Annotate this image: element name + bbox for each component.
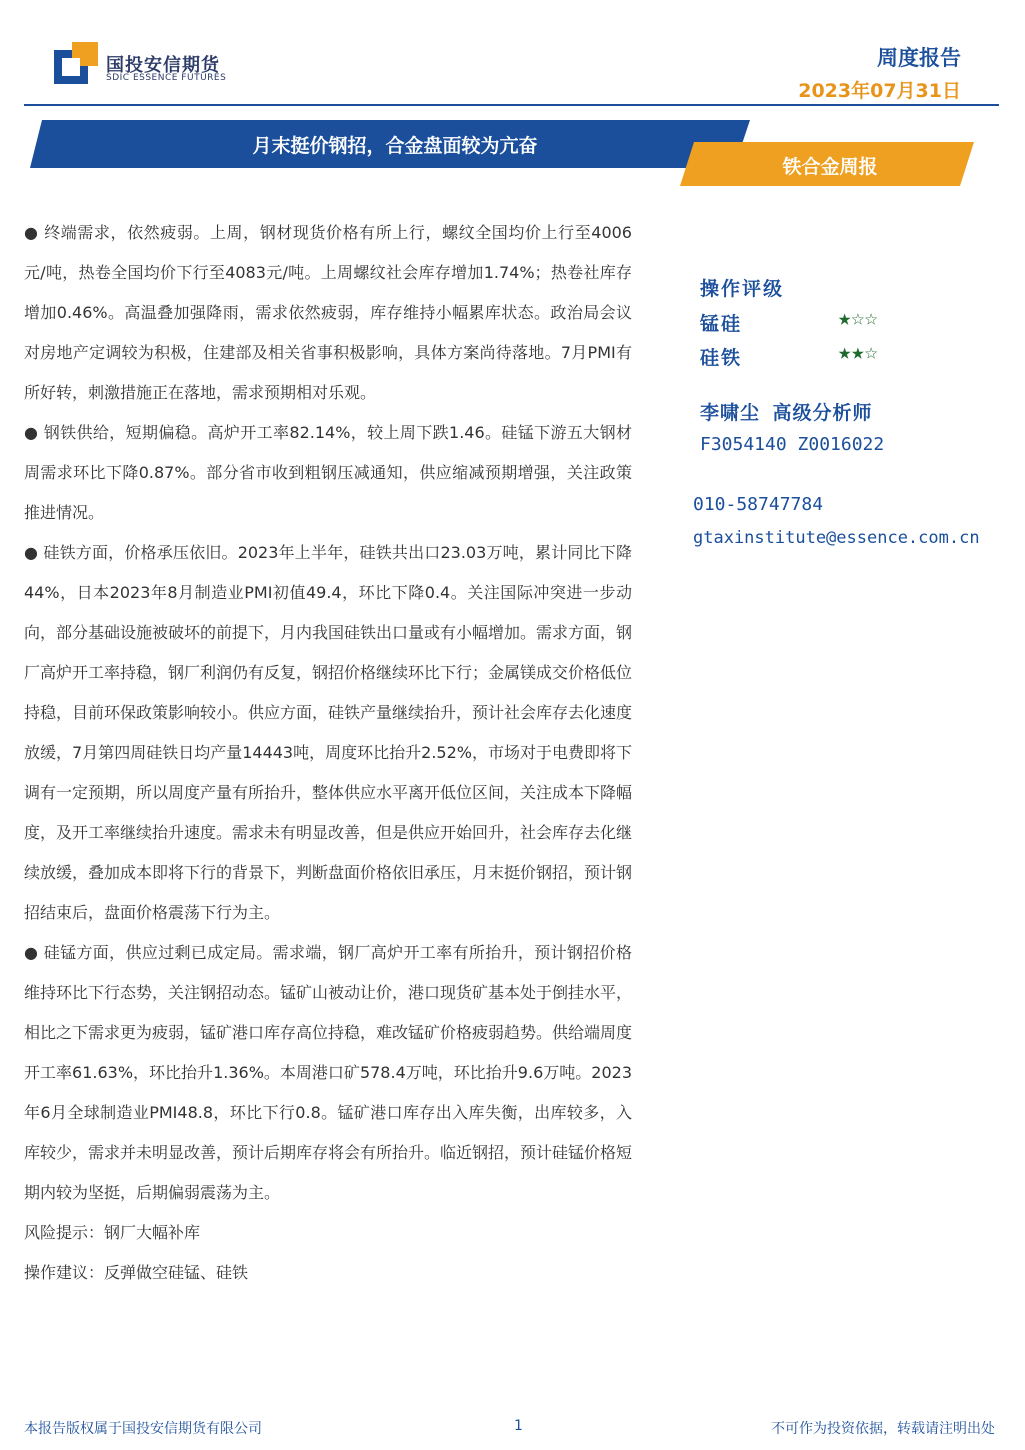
footer-disclaimer: 不可作为投资依据，转载请注明出处 xyxy=(771,1421,995,1437)
trade-suggestion: 操作建议：反弹做空硅锰、硅铁 xyxy=(24,1263,249,1282)
paragraph-end-demand: ● 终端需求，依然疲弱。上周，钢材现货价格有所上行，螺纹全国均价上行至4006元/吨，热卷全国均价下行至4083元/吨。上周螺纹社会库存增加1.74%；热卷社库存增加0.46%。高温叠加强降雨，需求依然疲弱，库存维持小幅累库状态。政治局会议对房地产定调较为积极，住建部及相关省事积极影响，具体方案尚待落地。7月PMI有所好转，刺激措施正在落地，需求预期相对乐观。 xyxy=(24,223,632,402)
rating-label-ferrosilicon: 硅铁 xyxy=(700,347,743,369)
rating-stars-ferrosilicon: ★★☆ xyxy=(838,340,878,365)
footer-copyright: 本报告版权属于国投安信期货有限公司 xyxy=(24,1421,262,1437)
company-name-cn: 国投安信期货 xyxy=(106,55,220,76)
rating-label-silicomanganese: 锰硅 xyxy=(700,313,743,335)
paragraph-silicomanganese: ● 硅锰方面，供应过剩已成定局。需求端，钢厂高炉开工率有所抬升，预计钢招价格维持环比下行态势，关注钢招动态。锰矿山被动让价，港口现货矿基本处于倒挂水平，相比之下需求更为疲弱，锰矿港口库存高位持稳，难改锰矿价格疲弱趋势。供给端周度开工率61.63%，环比抬升1.36%。本周港口矿578.4万吨，环比抬升9.6万吨。2023年6月全球制造业PMI48.8，环比下行0.8。锰矿港口库存出入库失衡，出库较多，入库较少，需求并未明显改善，预计后期库存将会有所抬升。临近钢招，预计硅锰价格短期内较为坚挺，后期偏弱震荡为主。 xyxy=(24,943,633,1202)
report-title: 月末挺价钢招，合金盘面较为亢奋 xyxy=(252,135,538,157)
contact-phone: 010-58747784 xyxy=(693,494,824,515)
page-number: 1 xyxy=(514,1418,523,1434)
analyst-name: 李啸尘 高级分析师 xyxy=(700,402,873,424)
company-name-en: SDIC ESSENCE FUTURES xyxy=(106,73,227,83)
report-series-tag: 铁合金周报 xyxy=(782,156,878,178)
paragraph-ferrosilicon: ● 硅铁方面，价格承压依旧。2023年上半年，硅铁共出口23.03万吨，累计同比下降44%，日本2023年8月制造业PMI初值49.4，环比下降0.4。关注国际冲突进一步动向，部分基础设施被破坏的前提下，月内我国硅铁出口量或有小幅增加。需求方面，钢厂高炉开工率持稳，钢厂利润仍有反复，钢招价格继续环比下行；金属镁成交价格低位持稳，目前环保政策影响较小。供应方面，硅铁产量继续抬升，预计社会库存去化速度放缓，7月第四周硅铁日均产量14443吨，周度环比抬升2.52%，市场对于电费即将下调有一定预期，所以周度产量有所抬升，整体供应水平离开低位区间，关注成本下降幅度，及开工率继续抬升速度。需求未有明显改善，但是供应开始回升，社会库存去化继续放缓，叠加成本即将下行的背景下，判断盘面价格依旧承压，月末挺价钢招，预计钢招结束后，盘面价格震荡下行为主。 xyxy=(24,543,633,922)
risk-warning: 风险提示：钢厂大幅补库 xyxy=(24,1223,201,1242)
report-type: 周度报告 xyxy=(877,46,961,70)
analyst-certificate: F3054140 Z0016022 xyxy=(700,434,885,455)
company-logo xyxy=(54,42,98,84)
contact-email[interactable]: gtaxinstitute@essence.com.cn xyxy=(693,528,980,548)
report-body xyxy=(24,213,632,1293)
rating-title: 操作评级 xyxy=(700,278,785,300)
report-date: 2023年07月31日 xyxy=(798,80,961,102)
rating-stars-silicomanganese: ★☆☆ xyxy=(838,306,878,331)
header-divider xyxy=(24,104,999,106)
paragraph-steel-supply: ● 钢铁供给，短期偏稳。高炉开工率82.14%，较上周下跌1.46。硅锰下游五大钢材周需求环比下降0.87%。部分省市收到粗钢压减通知，供应缩减预期增强，关注政策推进情况。 xyxy=(24,423,632,522)
